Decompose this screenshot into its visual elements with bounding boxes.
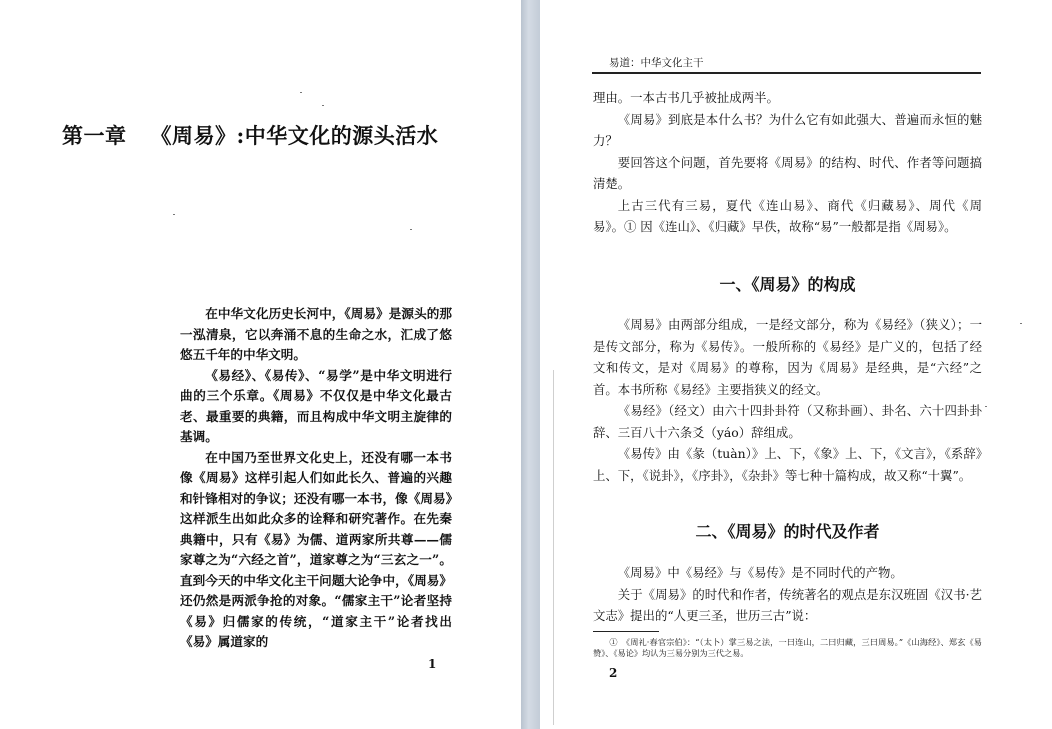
section-1-text — [593, 314, 982, 486]
chapter-number: 第一章 — [62, 123, 127, 148]
paragraph: 在中华文化历史长河中，《周易》是源头的那一泓清泉，它以奔涌不息的生命之水，汇成了悠悠五千年的中华文明。 — [180, 306, 452, 362]
paragraph: 《周易》中《易经》与《易传》是不同时代的产物。 — [617, 565, 903, 580]
paragraph: 《易经》、《易传》、“易学”是中华文明进行曲的三个乐章。《周易》不仅仅是中华文化最古老、最重要的典籍，而且构成中华文明主旋律的基调。 — [180, 367, 452, 444]
header-rule — [592, 72, 981, 74]
chapter-title-text: 《周易》:中华文化的源头活水 — [150, 123, 439, 148]
section-2-text — [593, 562, 982, 627]
section-heading: 一、《周易》的构成 — [719, 275, 856, 294]
paragraph: 要回答这个问题，首先要将《周易》的结构、时代、作者等问题搞清楚。 — [593, 154, 982, 191]
footnote: ① 《周礼·春官宗伯》：“（太卜）掌三易之法，一曰连山，二曰归藏，三曰周易。”《山海经》、郑玄《易赞》、《易论》均认为三易分别为三代之易。 — [593, 637, 982, 658]
page-number: 1 — [428, 657, 437, 671]
paragraph: 《易经》（经文）由六十四卦卦符（又称卦画）、卦名、六十四卦卦辞、三百八十六条爻（yáo）辞组成。 — [593, 403, 982, 440]
scan-speck — [1020, 323, 1022, 324]
scan-speck — [985, 406, 987, 407]
section-heading: 二、《周易》的时代及作者 — [695, 522, 880, 541]
paragraph: 关于《周易》的时代和作者，传统著名的观点是东汉班固《汉书·艺文志》提出的“人更三圣，世历三古”说： — [593, 586, 982, 623]
running-head: 易道：中华文化主干 — [609, 57, 704, 69]
intro-text — [593, 87, 982, 238]
paragraph: 《周易》到底是本什么书？为什么它有如此强大、普遍而永恒的魅力？ — [593, 111, 982, 148]
paragraph: 《周易》由两部分组成，一是经文部分，称为《易经》（狭义）；一是传文部分，称为《易传》。一般所称的《易经》是广义的，包括了经文和传文，是对《周易》的尊称，因为《周易》是经典，是“六经”之首。本书所称《易经》主要指狭义的经文。 — [593, 317, 982, 397]
page-number: 2 — [609, 666, 618, 680]
paragraph: 上古三代有三易，夏代《连山易》、商代《归藏易》、周代《周易》。① 因《连山》、《归藏》早佚，故称“易”一般都是指《周易》。 — [593, 197, 982, 234]
paragraph: 《易传》由《彖（tuàn）》上、下，《象》上、下，《文言》，《系辞》上、下，《说卦》，《序卦》，《杂卦》等七种十篇构成，故又称“十翼”。 — [593, 446, 982, 483]
paragraph: 在中国乃至世界文化史上，还没有哪一本书像《周易》这样引起人们如此长久、普遍的兴趣和针锋相对的争议；还没有哪一本书，像《周易》这样派生出如此众多的诠释和研究著作。在先秦典籍中，只有《易》为儒、道两家所共尊——儒家尊之为“六经之首”，道家尊之为“三玄之一”。直到今天的中华文化主干问题大论争中，《周易》还仍然是两派争抢的对象。“儒家主干”论者坚持《易》归儒家的传统，“道家主干”论者找出《易》属道家的 — [180, 449, 452, 649]
footnote-rule — [593, 631, 659, 632]
paragraph: 理由。一本古书几乎被扯成两半。 — [593, 90, 779, 105]
scan-mark — [553, 370, 554, 725]
